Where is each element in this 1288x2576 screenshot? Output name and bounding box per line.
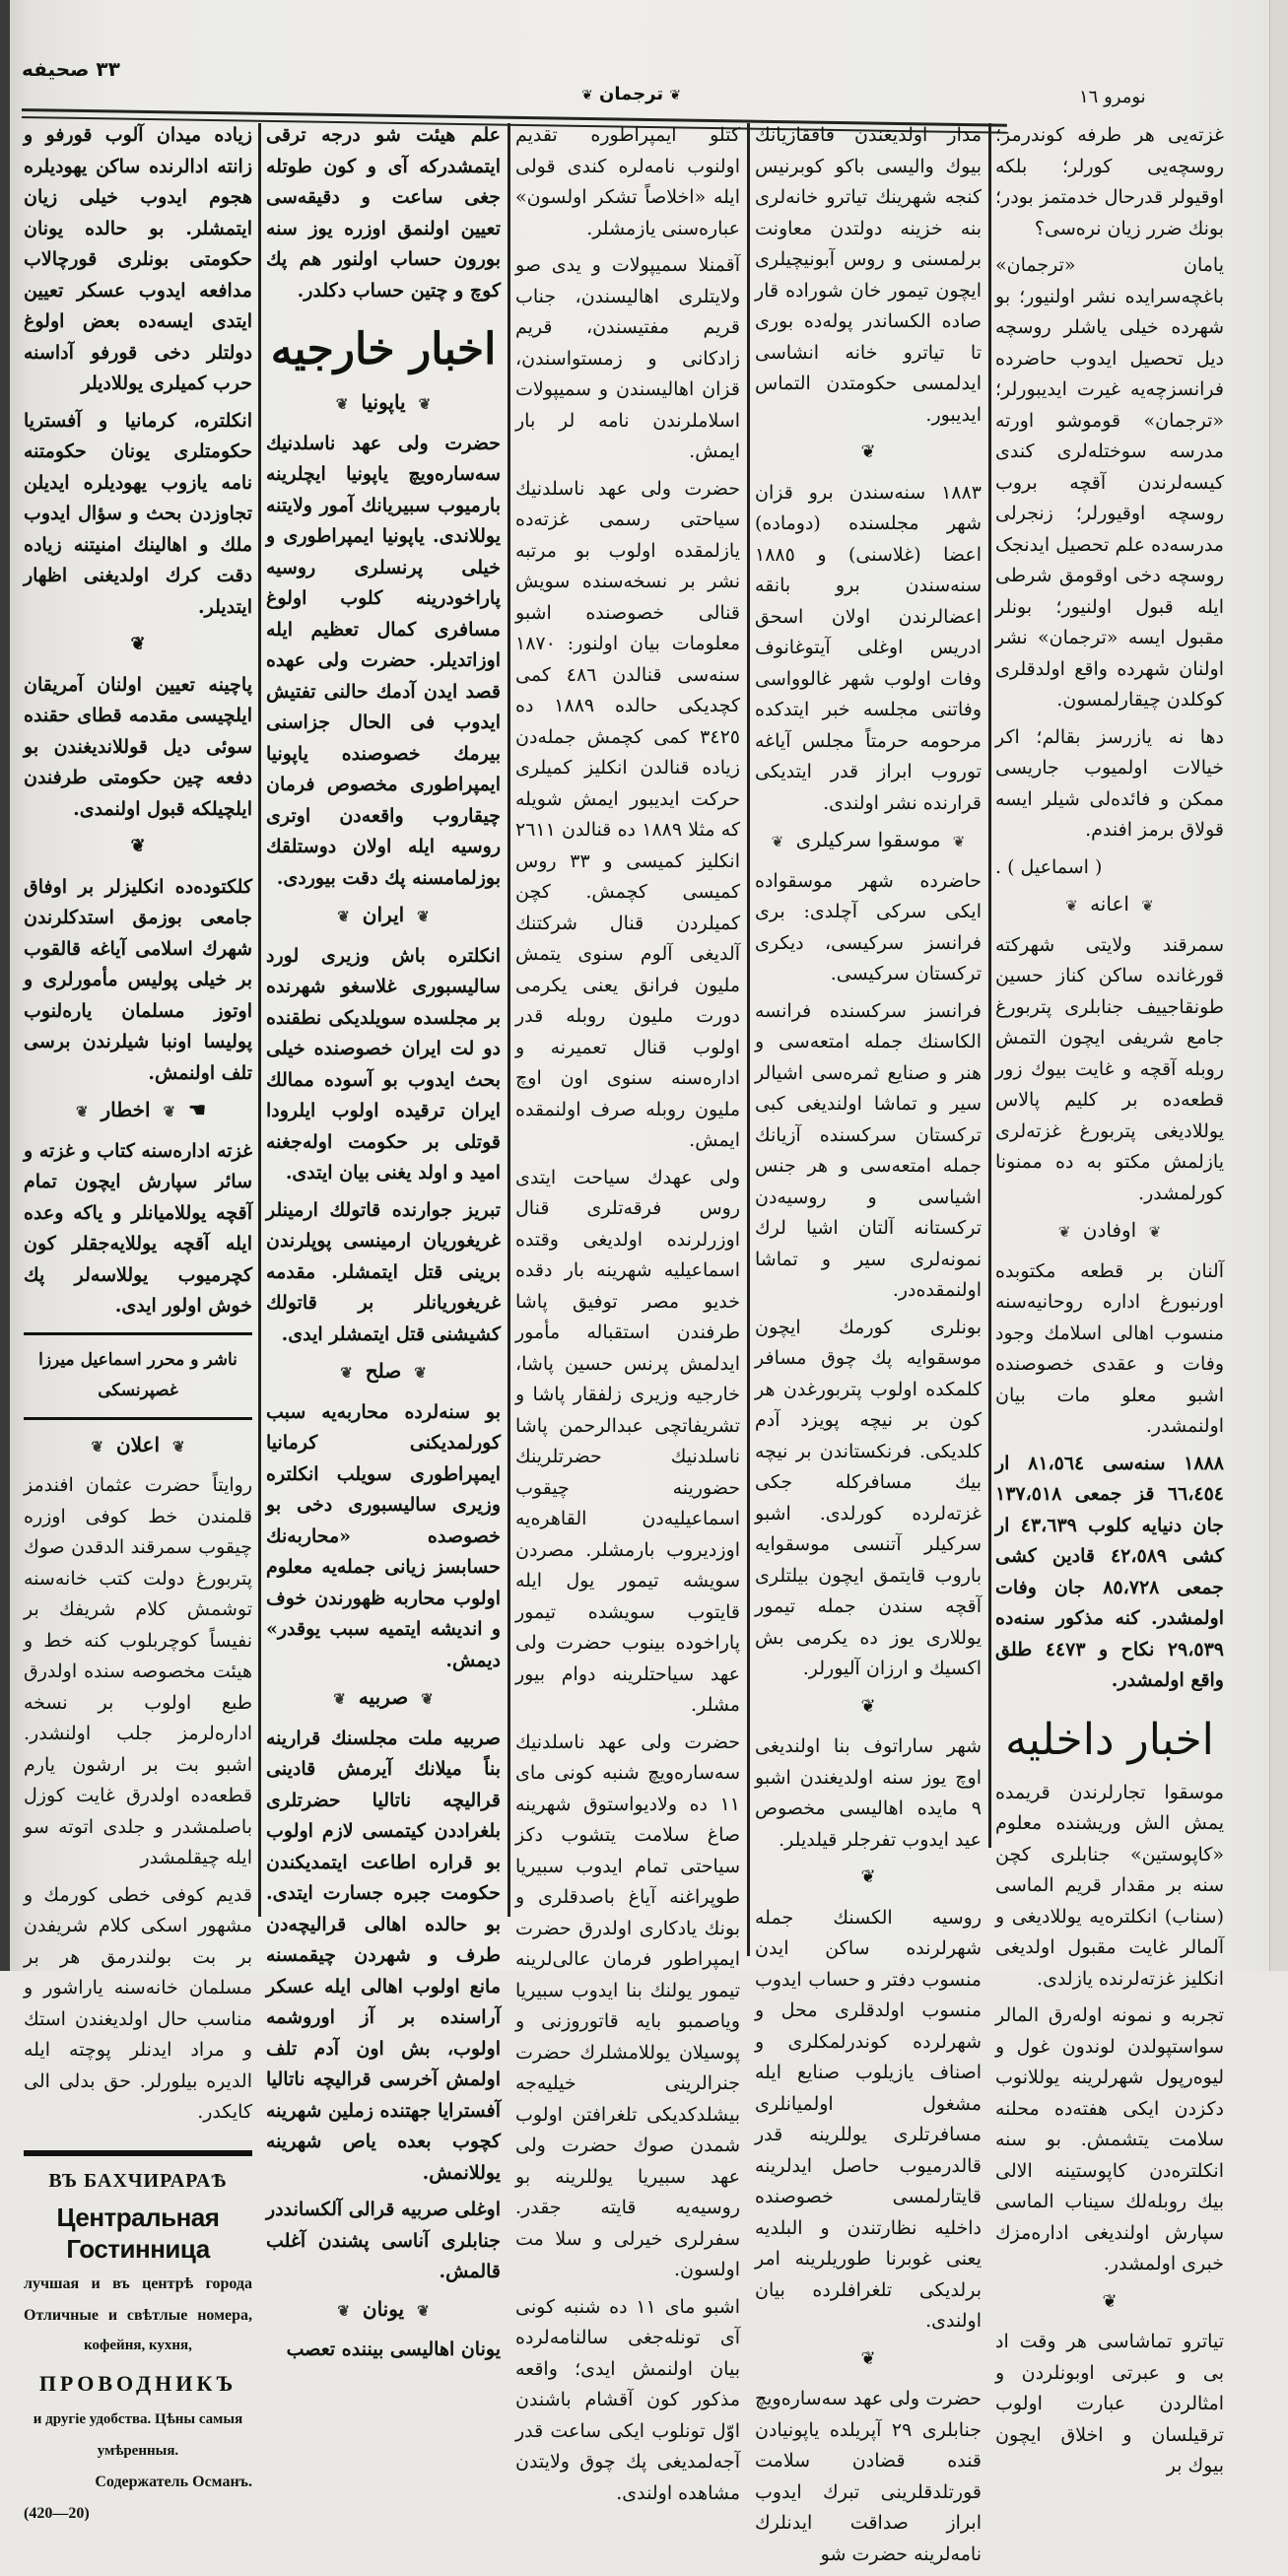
ad-hotel-name: Центральная Гостинница xyxy=(56,2203,220,2264)
article-paragraph: علم هیئت شو درجه ترقی ایتمشدرکه آی و کون طوتله جغی ساعت و دقیقه‌سی تعیین اولنمق اوزره یوز سنه بورون حساب اولنور هم پك کوچ و چتین حساب دکلدر. xyxy=(266,124,501,302)
ad-text: и другіе удобства. Цѣны самыя умѣренныя. xyxy=(33,2411,243,2459)
section-donation xyxy=(995,889,1224,922)
section-greece xyxy=(266,2294,501,2328)
column-divider xyxy=(258,123,261,1917)
article-paragraph: یامان «ترجمان» باغچه‌سرایده نشر اولنیور؛ بو شهرده خیلی یاشلر روسچه دیل تحصیل ایدوب حاضرده فرانسزچه‌یه غیرت ایدیبورلر؛ «ترجمان» قوموشو اورته مدرسه سوختله‌لری کندی کیسه‌لرندن آقچه بروب روسچه اوقیورلر؛ زنجرلی مدرسه‌ده علم تحصیل ایدنجک روسچه دخی اوقومق شرطی ایله قبول اولنیور؛ بونلر مقبول ایسه «ترجمان» نشر اولنان شهرده واقع اولدقلری کوکلدن چیقارلمسون. xyxy=(995,254,1224,711)
article-paragraph: صربیه ملت مجلسنك قرارینه بناً میلانك آیرمش قادینی قرالیچه ناتالیا حضرتلری بلغراددن کیتمسی لازم اولوب بو قراره اطاعت ایتمدیکندن حکومت جبره جسارت ایتدی. بو حالده اهالی قرالیچه‌دن طرف و شهردن چیقمسنه مانع اولوب اهالی ایله عسکر آراسنده بر آز اوروشمه اولوب، بش اون آدم تلف اولمش آخرسی قرالیچه ناتالیا آفسترایا جهتنده زملین شهرینه کچوب بعده یاص شهرینه یوللانمش. xyxy=(266,1727,501,2184)
section-title: اخطار xyxy=(101,1098,151,1121)
column-2 xyxy=(266,120,501,2372)
section-title: صربیه xyxy=(358,1685,409,1709)
divider-ornament: ❦ xyxy=(860,2347,876,2369)
article-paragraph: اشبو مای ۱۱ ده شنبه کونی آی تونله‌جغی سالنامه‌لرده بیان اولنمش ایدی؛ واقعه مذکور کون آقشام باشندن اوّل تونلوب ایکی ساعت قدر آجه‌لمدیغی پك چوق ولایتدن مشاهده اولندی. xyxy=(515,2295,741,2504)
section-title: اعانه xyxy=(1090,892,1129,915)
article-paragraph: شهر ساراتوف بنا اولندیغی اوچ یوز سنه اولدیغندن اشبو ۹ مایده اهالیسی مخصوص عید ایدوب تفرجلر قیلدیلر. xyxy=(755,1735,982,1851)
article-paragraph: روسیه الکسنك جمله شهرلرنده ساکن ایدن منسوب دفتر و حساب ایدوب منسوب اولدقلری محل و شهرلرده کوندرلمکلری و اصناف یازیلوب صنایع ایله مشغول اولمیانلری مسافرتلری یوللرینه قدر قالدرمیوب حاصل ایدلرینه قایتارلمسی خصوصنده داخلیه نظارتندن و البلدیه یعنی غوبرنا طوریلرینه امر برلدیکی تلغرافلرده بیان اولندی. xyxy=(755,1906,982,2332)
section-title: یاپونیا xyxy=(361,390,406,414)
article-paragraph: حاضرده شهر موسقواده ایکی سرکی آچلدی: بری فرانسز سرکیسی، دیکری ترکستان سرکیسی. xyxy=(755,869,982,984)
article-paragraph: سمرقند ولایتی شهرکته قورغانده ساکن کناز حسین طونقاجییف جنابلری پتربورغ جامع شریفی ایچون التمش روبله آقچه و غایت بیوك زور قطعه‌ده بر کلیم پالاس یوللادیغی پتربورغ غزته‌لری یازلمش مکتو به ده ممنونا کورلمشدر. xyxy=(995,933,1224,1204)
ornament-icon: ❦ xyxy=(417,2301,430,2320)
divider-ornament: ❦ xyxy=(130,634,146,654)
article-paragraph: کلکتوده‌ده انکلیزلر بر اوفاق جامعی بوزمق استدکلرندن شهرك اسلامی آیاغه قالقوب بر خیلی پولیس مأمورلری و اوتوز مسلمان یاره‌لنوب پولیسا اونبا شیلرندن برسی تلف اولنمش. xyxy=(24,875,252,1084)
article-paragraph: آلنان بر قطعه مکتوبده اورنبورغ اداره روحانیه‌سنه منسوب اهالی اسلامك وجود وفات و عقدی خصوصنده اشبو معلو مات بیان اولنمشدر. xyxy=(995,1259,1224,1437)
column-3 xyxy=(515,120,740,2515)
article-paragraph: تجربه و نمونه اوله‌رق المالر سواستپولدن لوندون غول و لیوه‌رپول شهرلرینه یوللانوب دکزدن ایکی هفته‌ده محلنه سلامت یتشمش. بو سنه انکلتره‌دن کاپوستینه الالی بیك روبله‌لك سیناب الماسی سپارش اولندیغی اداره‌مزك خبری اولمشدر. xyxy=(995,2004,1224,2274)
ad-text: лучшая и въ центрѣ города xyxy=(24,2275,252,2292)
ornament-icon: ❦ xyxy=(163,1103,176,1120)
ornament-icon: ❦ xyxy=(1057,1223,1071,1241)
article-paragraph: دها نه یازرسز بقالم؛ اکر خیالات اولمیوب جاریسی ممکن و فائده‌لی شیلر ایسه قولاق برمز افندم. xyxy=(995,725,1224,841)
ornament-icon: ❦ xyxy=(1148,1223,1162,1241)
article-paragraph: پاچینه تعیین اولنان آمریقان ایلچیسی مقدمه قطای حقنده سوئی دیل قوللاندیغندن بو دفعه چین حکومتی طرفندن ایلچیلکه قبول اولنمدی. xyxy=(24,673,252,820)
ornament-icon: ❦ xyxy=(172,1437,185,1456)
ornament-icon: ❦ xyxy=(421,1690,434,1708)
section-title: ایران xyxy=(362,903,405,926)
ornament-icon: ❦ xyxy=(1141,897,1154,915)
section-japan xyxy=(266,387,501,421)
article-paragraph: انکلتره باش وزیری لورد سالیسبوری غلاسغو شهرنده بر مجلسده سویلدیکی نطقنده دو لت ایران خصوصنده خیلی بحث ایدوب بو آسوده ممالك ایران ترقیده اولوب ایلرودا قوتلی بر حکومت اوله‌جغنه امید و اولد یغنی بیان ایتدی. xyxy=(266,944,501,1184)
divider-ornament: ❦ xyxy=(860,1695,876,1717)
notice-text: قدیم کوفی خطی کورمك و مشهور اسکی کلام شریفدن بر بت بولندرمق هر بر مسلمان خانه‌سنه یاراشور و مناسب حال اولدیغندن استك و مراد ایدنلر پوچته ایله الدیره بیلورلر. حق بدلی الی کایکدر. xyxy=(24,1883,252,2123)
publisher-line: ناشر و محرر اسماعیل میرزا غصپرنسکی xyxy=(38,1349,237,1400)
article-paragraph: ولی عهدك سیاحت ایتدی روس فرقه‌تلری قنال اوزرلرنده اولدیغی وقتده اسماعیلیه شهرینه بار دقده خدیو مصر توفیق پاشا طرفندن استقباله مأمور ایدلمش پرنس حسین پاشا، خارجیه وزیری زلفقار پاشا و تشریفاتچی عبدالرحمن پاشا ناسلدنیك حضرتلرینك حضورینه چیقوب اسماعیلیه‌دن القاهره‌یه اوزدیروب بارمشلر. مصردن سویشه تیمور یول ایله قایتوب سویشده تیمور پاراخوده بینوب حضرت ولی عهد سیاحتلرینه دوام بیور مشلر. xyxy=(515,1166,740,1716)
section-title: موسقوا سرکیلری xyxy=(795,828,941,851)
rule xyxy=(24,1332,252,1335)
ad-code: (420—20) xyxy=(24,2504,90,2522)
column-divider xyxy=(747,123,750,1956)
article-paragraph: حضرت ولی عهد ناسلدنیك سه‌ساره‌ویچ شنبه کونی مای ۱۱ ده ولادیواستوق شهرینه صاغ سلامت یتشوب دکز سیاحتی تمام ایدوب سبیریا طوپراغنه آیاغ باصدقلری و بونك یادکاری اولدرق حضرت ایمپراطور فرمان عالی‌لرینه تیمور یولنك بنا ایدوب سبیریا ویاصمبو بایه قاتوروزنی و پوسیلان یوللامشلرك حضرت جنرالرینی خیلیه‌جه بیشلدکدیکی تلغرافتن اولوب شمدن صوك حضرت ولی عهد سبیریا یوللرینه بو روسیه‌یه قایته جقدر. سفرلری خیرلی و سلا مت اولسون. xyxy=(515,1730,740,2280)
section-title: یونان xyxy=(362,2296,405,2321)
ornament-icon: ❦ xyxy=(335,395,349,413)
rule xyxy=(24,2150,252,2156)
pointing-hand-icon: ☚ xyxy=(188,1098,207,1121)
article-paragraph: تیاترو تماشاسی هر وقت اد بی و عبرتی اوبونلردن و امثالردن عبارت اولوب ترقیلسان و اخلاق ایچون بیوك بر xyxy=(995,2331,1224,2476)
article-paragraph: حضرت ولی عهد سه‌ساره‌ویچ جنابلری ۲۹ آپریلده یاپونیادن قنده قضادن سلامت قورتلدقلرینی تبرك ایدوب ابراز صداقت ایدنلرك نامه‌لرینه حضرت شو xyxy=(755,2388,982,2565)
ornament-icon: ❦ xyxy=(337,908,350,925)
section-title: صلح xyxy=(365,1359,402,1383)
article-paragraph: حضرت ولی عهد ناسلدنیك سه‌ساره‌ویچ یاپونیا ایچلرینه بارمیوب سبیریانك آمور ولایتنه یوللاندی. یاپونیا ایمپراطوری و خیلی پرنسلری روسیه پاراخودرینه کلوب اولوغ مسافری کمال تعظیم ایله اوزاتدیلر. حضرت ولی عهده قصد ایدن آدمك حالنی تفتیش ایدوب فی الحال جزاسنی بیرمك خصوصنده یاپونیا ایمپراطوری مخصوص فرمان چیقاروب واقعه‌دن اوتری روسیه ایله اولان دوستلقك بوزلمامسنه پك دقت بیوردی. xyxy=(266,432,501,889)
article-paragraph: ۱۸۸۳ سنه‌سندن برو قزان شهر مجلسنده (دوماده) اعضا (غلاسنی) و ۱۸۸٥ سنه‌سندن برو بانقه اعضالرندن اولان اسحق ادریس اوغلی آیتوغانوف وفات اولوب شهر غالوواسی وفاتنی مجلسه خبر ایتدکده مرحومه حرمتاً مجلس آیاغه توروب ابراز قدر ایتدیکی قرارنده نشر اولندی. xyxy=(755,481,982,814)
masthead-title: ترجمان xyxy=(599,84,664,104)
article-paragraph: انکلتره، کرمانیا و آفستریا حکومتلری یونان حکومتنه نامه یازوب یهودیلره ایدیلن تجاوزدن بحث و سؤال ایدوب ملك و اهالینك امنیتنه زیاده دقت کرك اولدیغنی اظهار ایتدیلر. xyxy=(24,409,252,618)
article-paragraph: موسقوا تجارلرندن قریمده یمش الش وریشنده معلوم «کاپوستین» جنابلری کچن سنه بر مقدار قریم الماسی (سناب) انکلتره‌یه یوللادیغی و آلمالر غایت مقبول اولدیغی انکلیز غزته‌لرنده یازلدی. xyxy=(995,1781,1224,1990)
section-ufa xyxy=(995,1215,1224,1249)
ad-guide: ПРОВОДНИКЪ xyxy=(38,2370,237,2396)
issue-number: نومرو ۱٦ xyxy=(1079,87,1146,107)
signature: ( اسماعیل ) . xyxy=(995,855,1103,878)
rule xyxy=(24,1417,252,1420)
article-paragraph: فرانسز سرکسنده فرانسه الکاسنك جمله امتعه‌سی و هنر و صنایع ثمره‌سی اشیالر سیر و تماشا اولندیغی کبی ترکستان سرکسنده آزیانك جمله امتعه‌سی و هر جنس اشیاسی و روسیه‌دن ترکستانه آلتان اشیا لرك نمونه‌لری سیر و تماشا اولنمقده‌در. xyxy=(755,999,982,1301)
article-paragraph: بونلری کورمك ایچون موسقوایه پك چوق مسافر کلمکده اولوب پتربورغدن هر کون بر نیچه پویزد آدم کلدیکی. فرنکستاندن بر نیچه بیك مسافرکله جکی غزته‌لرده کورلدی. اشبو سرکیلر آتنسی موسقوایه باروب قایتمق ایچون بیلتلری آقچه سندن جمله تیمور یوللاری یوز ده یکرمی بش اکسیك و ارزان آلیورلر. xyxy=(755,1316,982,1679)
article-paragraph: مدار اولدیغندن قافقازیانك بیوك والیسی باکو کوبرنیس کنجه شهرینك تیاترو خانه‌لری بنه خزینه دولتدن معاونت برلمسنی و روس آبونیچیلری ایچون تیمور خان شوراده قار صاده الکساندر پوله‌ده بوری تا تیاترو خانه انشاسی ایدلمسی حکومتدن التماس ایدیبور. xyxy=(755,124,982,426)
notice-text: روایتاً حضرت عثمان افندمز قلمندن خط کوفی اوزره چیقوب سمرقند الدقدن صوك پتربورغ دولت کتب خانه‌سنه توشمش کلام شریفك بر نفیساً کوچربلوب کنه خط و هیئت مخصوصه سنده اولدرق طبع اولوب بر نسخه اداره‌لرمز جلب اولنشدر. اشبو بت بر ارشون یارم قطعه‌ده اولدرق غایت کوزل باصلمشدر و جلدی اتوته سو ایله چیقلمشدر xyxy=(24,1474,252,1868)
column-4 xyxy=(755,120,982,2576)
divider-ornament: ❦ xyxy=(1102,2290,1118,2312)
ornament-icon: ❦ xyxy=(952,833,966,850)
statistics-paragraph: ۱۸۸۸ سنه‌سی ۸۱،٥٦٤ ار ٦٦،٤٥٤ قز جمعی ۱۳۷،٥۱۸ جان دنیایه کلوب ٤۳،٦۳۹ ار کشی ٤۲،٥۸۹ قادین کشی جمعی ۸٥،۷۲۸ جان وفات اولمشدر. کنه مذکور سنه‌ده ۲۹،٥۳۹ نکاح و ٤٤۷۳ طلق واقع اولمشدر. xyxy=(995,1452,1225,1691)
section-title: اوفادن xyxy=(1082,1218,1137,1242)
ad-text: Отличные и свѣтлые номера, xyxy=(24,2306,252,2324)
hotel-advertisement xyxy=(24,2166,252,2530)
divider-ornament: ❦ xyxy=(860,441,876,462)
ornament-icon: ❦ xyxy=(669,88,682,103)
page-left-edge xyxy=(0,0,10,1971)
foreign-news-heading: اخبار خارجیه xyxy=(270,324,497,374)
ornament-icon: ❦ xyxy=(1065,897,1078,915)
section-iran xyxy=(266,900,501,933)
ornament-icon: ❦ xyxy=(340,1364,353,1382)
section-moscow-exhibitions xyxy=(755,825,982,858)
domestic-news-heading: اخبار داخلیه xyxy=(1005,1714,1214,1765)
divider-ornament: ❦ xyxy=(130,836,146,856)
article-paragraph: حضرت ولی عهد ناسلدنیك سیاحتی رسمی غزته‌ده یازلمقده اولوب بو مرتبه نشر بر نسخه‌سنده سویش قنالی خصوصنده اشبو معلومات بیان اولنور: ۱۸۷۰ سنه‌سی قنالدن ٤۸٦ کمی کچدیکی حالده ۱۸۸۹ ده ۳٤۲٥ کمی کچمش جمله‌دن زیاده قنالدن انکلیز کمیلری حرکت ایدیبور ایمش شویله که مثلا ۱۸۸۹ ده قنالدن ۲٦۱۱ انکلیز کمیسی و ۳۳ روس کمیسی کچمش. کچن کمیلردن قنال شرکتنك آلدیغی آلوم سنوی یتمش ملیون فرانق یعنی یکرمی دورت ملیون روبله قدر اولوب قنال تعمیرنه و اداره‌سنه سنوی اون اوچ ملیون روبله صرف اولنمقده ایمش. xyxy=(515,477,741,1151)
article-paragraph: یونان اهالیسی بیننده تعصب xyxy=(286,2339,501,2360)
ornament-icon: ❦ xyxy=(75,1103,89,1120)
article-paragraph: اوغلی صربیه قرالی آلکسانددر جنابلری آناسی پشندن آغلب قالمش. xyxy=(266,2199,501,2282)
article-paragraph: تبریز جوارنده قاتولك ارمینلر غریغوریان ارمینسی پوپلرندن برینی قتل ایتمشلر. مقدمه غریغوریانلر بر قاتولك کشیشنی قتل ایتمشلر ایدی. xyxy=(266,1198,501,1345)
article-paragraph: کتلو ایمپراطوره تقدیم اولنوب نامه‌لره کندی قولی ایله «اخلاصاً تشکر اولسون» عباره‌سنی یازمشلر. xyxy=(515,124,740,239)
ornament-icon: ❦ xyxy=(91,1437,103,1456)
section-warning xyxy=(24,1095,252,1128)
article-paragraph: غزته‌یی هر طرفه کوندرمز؛ روسچه‌یی کورلر؛ بلکه اوقیولر قدرحال خدمتمز بودر؛ بونك ضرر زیان نره‌سی؟ xyxy=(995,124,1224,239)
masthead xyxy=(581,84,681,104)
column-1 xyxy=(24,120,252,2529)
ornament-icon: ❦ xyxy=(337,2301,350,2320)
page-number: ۳۳ صحیفه xyxy=(22,57,120,81)
column-divider xyxy=(508,123,510,1917)
article-paragraph: بو سنه‌لرده محاربه‌یه سبب کورلمدیکنی کرمانیا ایمپراطوری سویلب انکلتره وزیری سالیسبوری دخی بو خصوصده «محاربه‌نك حسابسز زیانی جمله‌یه معلوم اولوب محاربه ظهورندن خوف و اندیشه ایتمیه سبب یوقدر» دیمش. xyxy=(266,1400,501,1671)
warning-text: غزته اداره‌سنه کتاب و غزته و سائر سپارش ایچون تمام آقچه یوللامیانلر و یاکه وعده ایله آقچه یوللایه‌جقلر کون کچرمیوب یوللاسه‌لر پك خوش اولور ایدی. xyxy=(24,1139,252,1317)
ornament-icon: ❦ xyxy=(418,395,432,413)
section-serbia xyxy=(266,1682,501,1716)
section-title: اعلان xyxy=(115,1432,161,1457)
ornament-icon: ❦ xyxy=(771,833,784,850)
article-paragraph: زیاده میدان آلوب قورفو و زانته ادالرنده ساکن یهودیلره هجوم ایدوب خیلی زیان ایتمشلر. بو حالده یونان حکومتی بونلری قورچالاب مدافعه ایدوب عسکر تعیین ایتدی ایسه‌ده بعض اولوغ دولتلر دخی قورفو آداسنه حرب کمیلری یوللادیلر xyxy=(24,124,252,394)
ad-owner: Содержатель Османъ. xyxy=(95,2474,252,2490)
ornament-icon: ❦ xyxy=(414,1364,427,1382)
article-paragraph: آقمنلا سمیپولات و یدی صو ولایتلری اهالیسندن، جناب قریم مفتیسندن، قریم زادکانی و زمستواسندن، قزان اهالیسندن و سمیپولات اسلاملرندن نامه لر بار ایمش. xyxy=(515,254,740,462)
column-divider xyxy=(988,123,991,1848)
section-peace xyxy=(266,1356,501,1390)
section-notice xyxy=(24,1430,252,1463)
ornament-icon: ❦ xyxy=(417,908,430,925)
ornament-icon: ❦ xyxy=(333,1690,346,1708)
ad-text: кофейня, кухня, xyxy=(84,2338,192,2353)
ad-location: ВЪ БАХЧИРАРАѢ xyxy=(48,2169,228,2192)
column-5 xyxy=(995,120,1224,2488)
divider-ornament: ❦ xyxy=(860,1866,876,1887)
ornament-icon: ❦ xyxy=(581,88,593,103)
page-right-margin xyxy=(1269,0,1288,1971)
